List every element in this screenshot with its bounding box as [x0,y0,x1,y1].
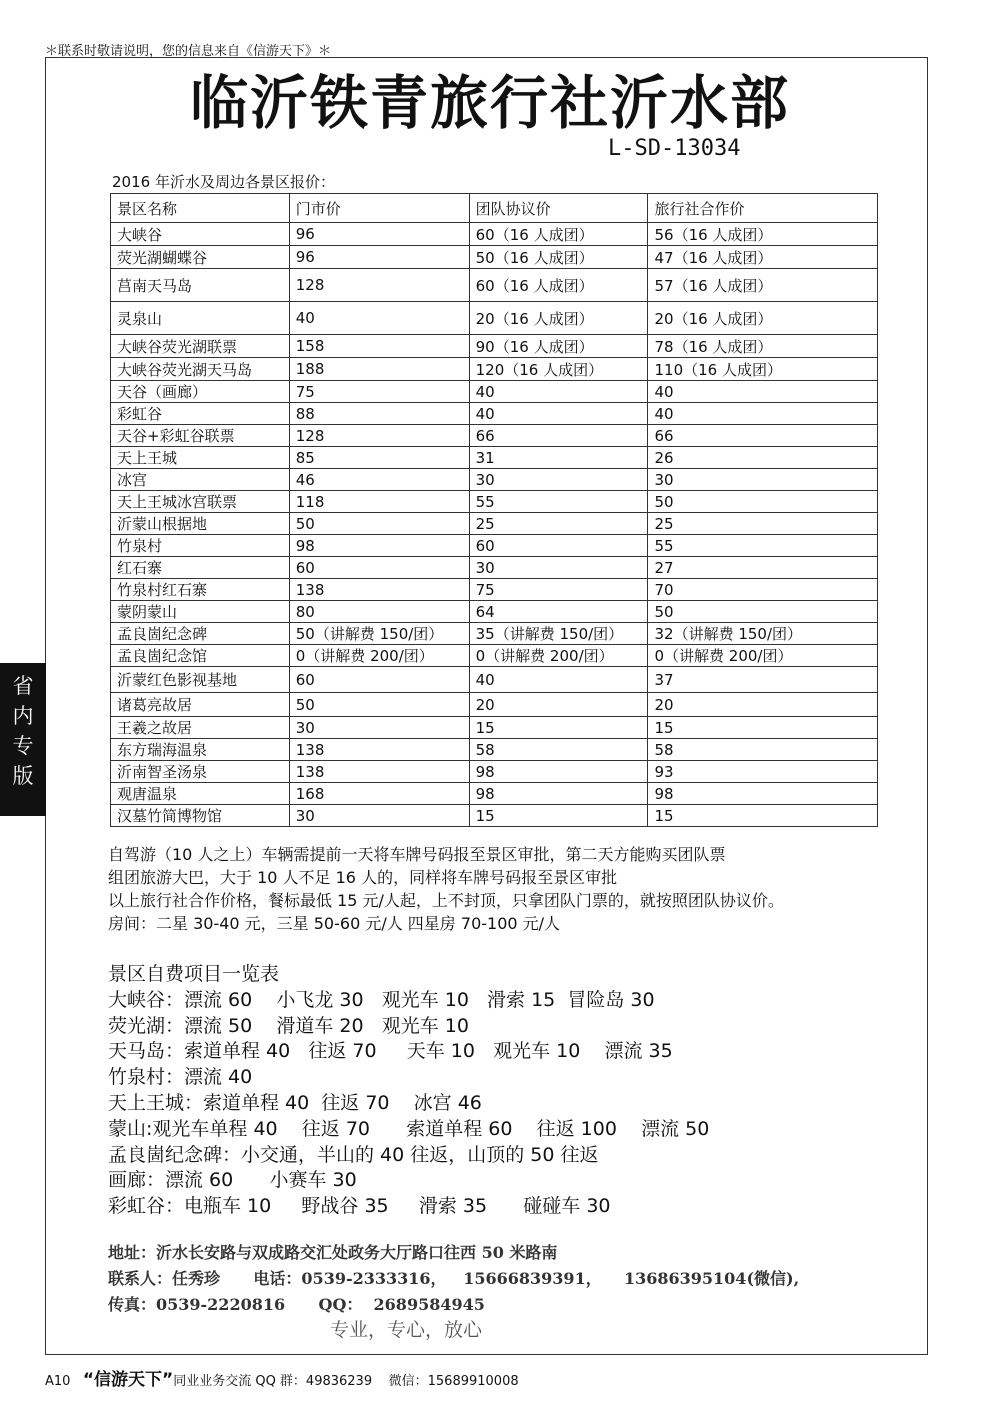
cell-retail: 158 [289,335,469,358]
cell-agency: 25 [648,513,878,535]
cell-agency: 27 [648,557,878,579]
cell-name: 孟良崮纪念碑 [111,623,290,645]
cell-agency: 55 [648,535,878,557]
price-table-row [111,579,878,601]
cell-retail: 40 [289,302,469,335]
price-table-row [111,246,878,269]
cell-group: 30 [469,469,648,491]
cell-retail: 88 [289,403,469,425]
cell-group: 40 [469,381,648,403]
cell-name: 沂蒙山根据地 [111,513,290,535]
cell-retail: 30 [289,717,469,739]
price-table-row [111,491,878,513]
price-table-row [111,693,878,717]
cell-name: 灵泉山 [111,302,290,335]
side-tab-char: 省 [12,674,34,698]
cell-group: 90（16 人成团） [469,335,648,358]
cell-name: 天谷（画廊） [111,381,290,403]
cell-group: 58 [469,739,648,761]
contact-fax: 传真：0539-2220816 QQ： 2689584945 [108,1295,485,1314]
price-table-row [111,358,878,381]
cell-group: 60（16 人成团） [469,223,648,246]
cell-name: 莒南天马岛 [111,269,290,302]
cell-name: 天上王城 [111,447,290,469]
price-table-row [111,381,878,403]
cell-agency: 30 [648,469,878,491]
side-tab-char: 专 [12,734,34,758]
cell-name: 大峡谷荧光湖联票 [111,335,290,358]
cell-name: 观唐温泉 [111,783,290,805]
cell-group: 98 [469,783,648,805]
cell-agency: 58 [648,739,878,761]
price-table-row [111,425,878,447]
cell-retail: 75 [289,381,469,403]
cell-name: 红石寨 [111,557,290,579]
col-header-name: 景区名称 [111,194,290,223]
contact-person: 联系人：任秀珍 电话：0539-2333316， 15666839391， 13686395104(微信), [108,1269,800,1288]
price-table-row [111,623,878,645]
note-line: 自驾游（10 人之上）车辆需提前一天将车牌号码报至景区审批，第二天方能购买团队票 [108,845,726,864]
price-table-row [111,761,878,783]
cell-retail: 0（讲解费 200/团） [289,645,469,667]
cell-retail: 50 [289,513,469,535]
cell-name: 竹泉村 [111,535,290,557]
fee-line: 天马岛：索道单程 40 往返 70 天车 10 观光车 10 漂流 35 [108,1040,673,1063]
cell-retail: 46 [289,469,469,491]
cell-group: 20 [469,693,648,717]
price-table-row [111,513,878,535]
cell-retail: 98 [289,535,469,557]
cell-agency: 98 [648,783,878,805]
cell-retail: 128 [289,269,469,302]
cell-group: 30 [469,557,648,579]
fee-line: 荧光湖：漂流 50 滑道车 20 观光车 10 [108,1014,469,1037]
cell-retail: 85 [289,447,469,469]
price-table-row [111,667,878,693]
cell-group: 50（16 人成团） [469,246,648,269]
price-table-row [111,557,878,579]
fee-line: 大峡谷：漂流 60 小飞龙 30 观光车 10 滑索 15 冒险岛 30 [108,988,655,1011]
cell-agency: 50 [648,491,878,513]
cell-retail: 60 [289,667,469,693]
cell-agency: 47（16 人成团） [648,246,878,269]
cell-group: 0（讲解费 200/团） [469,645,648,667]
cell-retail: 138 [289,761,469,783]
slogan: 专业，专心，放心 [330,1319,483,1341]
cell-group: 120（16 人成团） [469,358,648,381]
fees-title: 景区自费项目一览表 [108,963,280,985]
note-line: 以上旅行社合作价格，餐标最低 15 元/人起，上不封顶，只拿团队门票的，就按照团队协议价。 [108,891,784,910]
cell-retail: 138 [289,579,469,601]
cell-group: 35（讲解费 150/团） [469,623,648,645]
cell-name: 东方瑞海温泉 [111,739,290,761]
cell-retail: 96 [289,223,469,246]
note-line: 组团旅游大巴，大于 10 人不足 16 人的，同样将车牌号码报至景区审批 [108,868,618,887]
col-header-retail: 门市价 [289,194,469,223]
cell-agency: 0（讲解费 200/团） [648,645,878,667]
side-tab-char: 内 [12,704,34,728]
cell-group: 98 [469,761,648,783]
cell-agency: 32（讲解费 150/团） [648,623,878,645]
cell-group: 55 [469,491,648,513]
cell-name: 沂蒙红色影视基地 [111,667,290,693]
cell-name: 沂南智圣汤泉 [111,761,290,783]
cell-name: 汉墓竹简博物馆 [111,805,290,827]
agency-title: 临沂铁青旅行社沂水部 [189,69,790,137]
cell-name: 大峡谷 [111,223,290,246]
footer-brand: “信游天下” [82,1370,174,1390]
cell-group: 15 [469,717,648,739]
cell-group: 66 [469,425,648,447]
footer-page-number: A10 [45,1374,71,1389]
price-table-row [111,805,878,827]
cell-retail: 50（讲解费 150/团） [289,623,469,645]
price-table-row [111,269,878,302]
price-table-row [111,739,878,761]
cell-name: 彩虹谷 [111,403,290,425]
fee-line: 孟良崮纪念碑：小交通，半山的 40 往返，山顶的 50 往返 [108,1143,599,1166]
price-table-row [111,783,878,805]
cell-name: 蒙阴蒙山 [111,601,290,623]
price-table [110,193,878,827]
cell-group: 31 [469,447,648,469]
side-tab-char: 版 [12,764,34,788]
cell-agency: 78（16 人成团） [648,335,878,358]
footer-text: 同业业务交流 QQ 群：49836239 微信：15689910008 [173,1374,519,1389]
cell-agency: 57（16 人成团） [648,269,878,302]
cell-retail: 96 [289,246,469,269]
fee-line: 蒙山:观光车单程 40 往返 70 索道单程 60 往返 100 漂流 50 [108,1117,710,1140]
note-line: 房间：二星 30-40 元，三星 50-60 元/人 四星房 70-100 元/人 [108,914,561,933]
price-table-row [111,717,878,739]
cell-agency: 20（16 人成团） [648,302,878,335]
page-footer [45,1365,519,1390]
price-table-caption: 2016 年沂水及周边各景区报价： [112,173,335,191]
cell-group: 15 [469,805,648,827]
cell-name: 大峡谷荧光湖天马岛 [111,358,290,381]
cell-name: 孟良崮纪念馆 [111,645,290,667]
price-table-row [111,469,878,491]
cell-retail: 60 [289,557,469,579]
cell-group: 75 [469,579,648,601]
cell-retail: 138 [289,739,469,761]
price-table-row [111,403,878,425]
cell-retail: 30 [289,805,469,827]
cell-agency: 56（16 人成团） [648,223,878,246]
fee-line: 竹泉村：漂流 40 [108,1066,253,1089]
contact-section [108,1240,918,1318]
side-tab-province [0,663,46,816]
fee-line: 天上王城：索道单程 40 往返 70 冰宫 46 [108,1091,482,1114]
cell-group: 25 [469,513,648,535]
cell-agency: 70 [648,579,878,601]
price-table-row [111,335,878,358]
cell-name: 荧光湖蝴蝶谷 [111,246,290,269]
cell-agency: 37 [648,667,878,693]
cell-name: 冰宫 [111,469,290,491]
cell-agency: 15 [648,805,878,827]
cell-group: 60 [469,535,648,557]
price-table-header-row [111,194,878,223]
col-header-agency: 旅行社合作价 [648,194,878,223]
cell-group: 40 [469,403,648,425]
cell-agency: 26 [648,447,878,469]
cell-agency: 40 [648,403,878,425]
cell-name: 诸葛亮故居 [111,693,290,717]
notes-section [108,843,898,935]
price-table-row [111,302,878,335]
cell-retail: 168 [289,783,469,805]
cell-agency: 93 [648,761,878,783]
cell-retail: 118 [289,491,469,513]
cell-retail: 188 [289,358,469,381]
contact-address: 地址：沂水长安路与双成路交汇处政务大厅路口往西 50 米路南 [108,1243,558,1262]
cell-agency: 50 [648,601,878,623]
fee-line: 彩虹谷：电瓶车 10 野战谷 35 滑索 35 碰碰车 30 [108,1195,611,1218]
cell-group: 40 [469,667,648,693]
cell-agency: 66 [648,425,878,447]
cell-group: 64 [469,601,648,623]
price-table-row [111,645,878,667]
cell-name: 天上王城冰宫联票 [111,491,290,513]
cell-agency: 110（16 人成团） [648,358,878,381]
cell-retail: 128 [289,425,469,447]
cell-agency: 40 [648,381,878,403]
cell-group: 60（16 人成团） [469,269,648,302]
cell-retail: 50 [289,693,469,717]
cell-group: 20（16 人成团） [469,302,648,335]
cell-name: 天谷+彩虹谷联票 [111,425,290,447]
fee-line: 画廊：漂流 60 小赛车 30 [108,1169,357,1192]
cell-agency: 15 [648,717,878,739]
cell-name: 竹泉村红石寨 [111,579,290,601]
col-header-group: 团队协议价 [469,194,648,223]
price-table-row [111,447,878,469]
cell-agency: 20 [648,693,878,717]
header-note: ＊联系时敬请说明，您的信息来自《信游天下》＊ [45,44,332,59]
price-table-row [111,601,878,623]
cell-retail: 80 [289,601,469,623]
license-number: L-SD-13034 [608,136,741,161]
fees-section [108,962,908,1220]
price-table-row [111,223,878,246]
price-table-row [111,535,878,557]
cell-name: 王羲之故居 [111,717,290,739]
